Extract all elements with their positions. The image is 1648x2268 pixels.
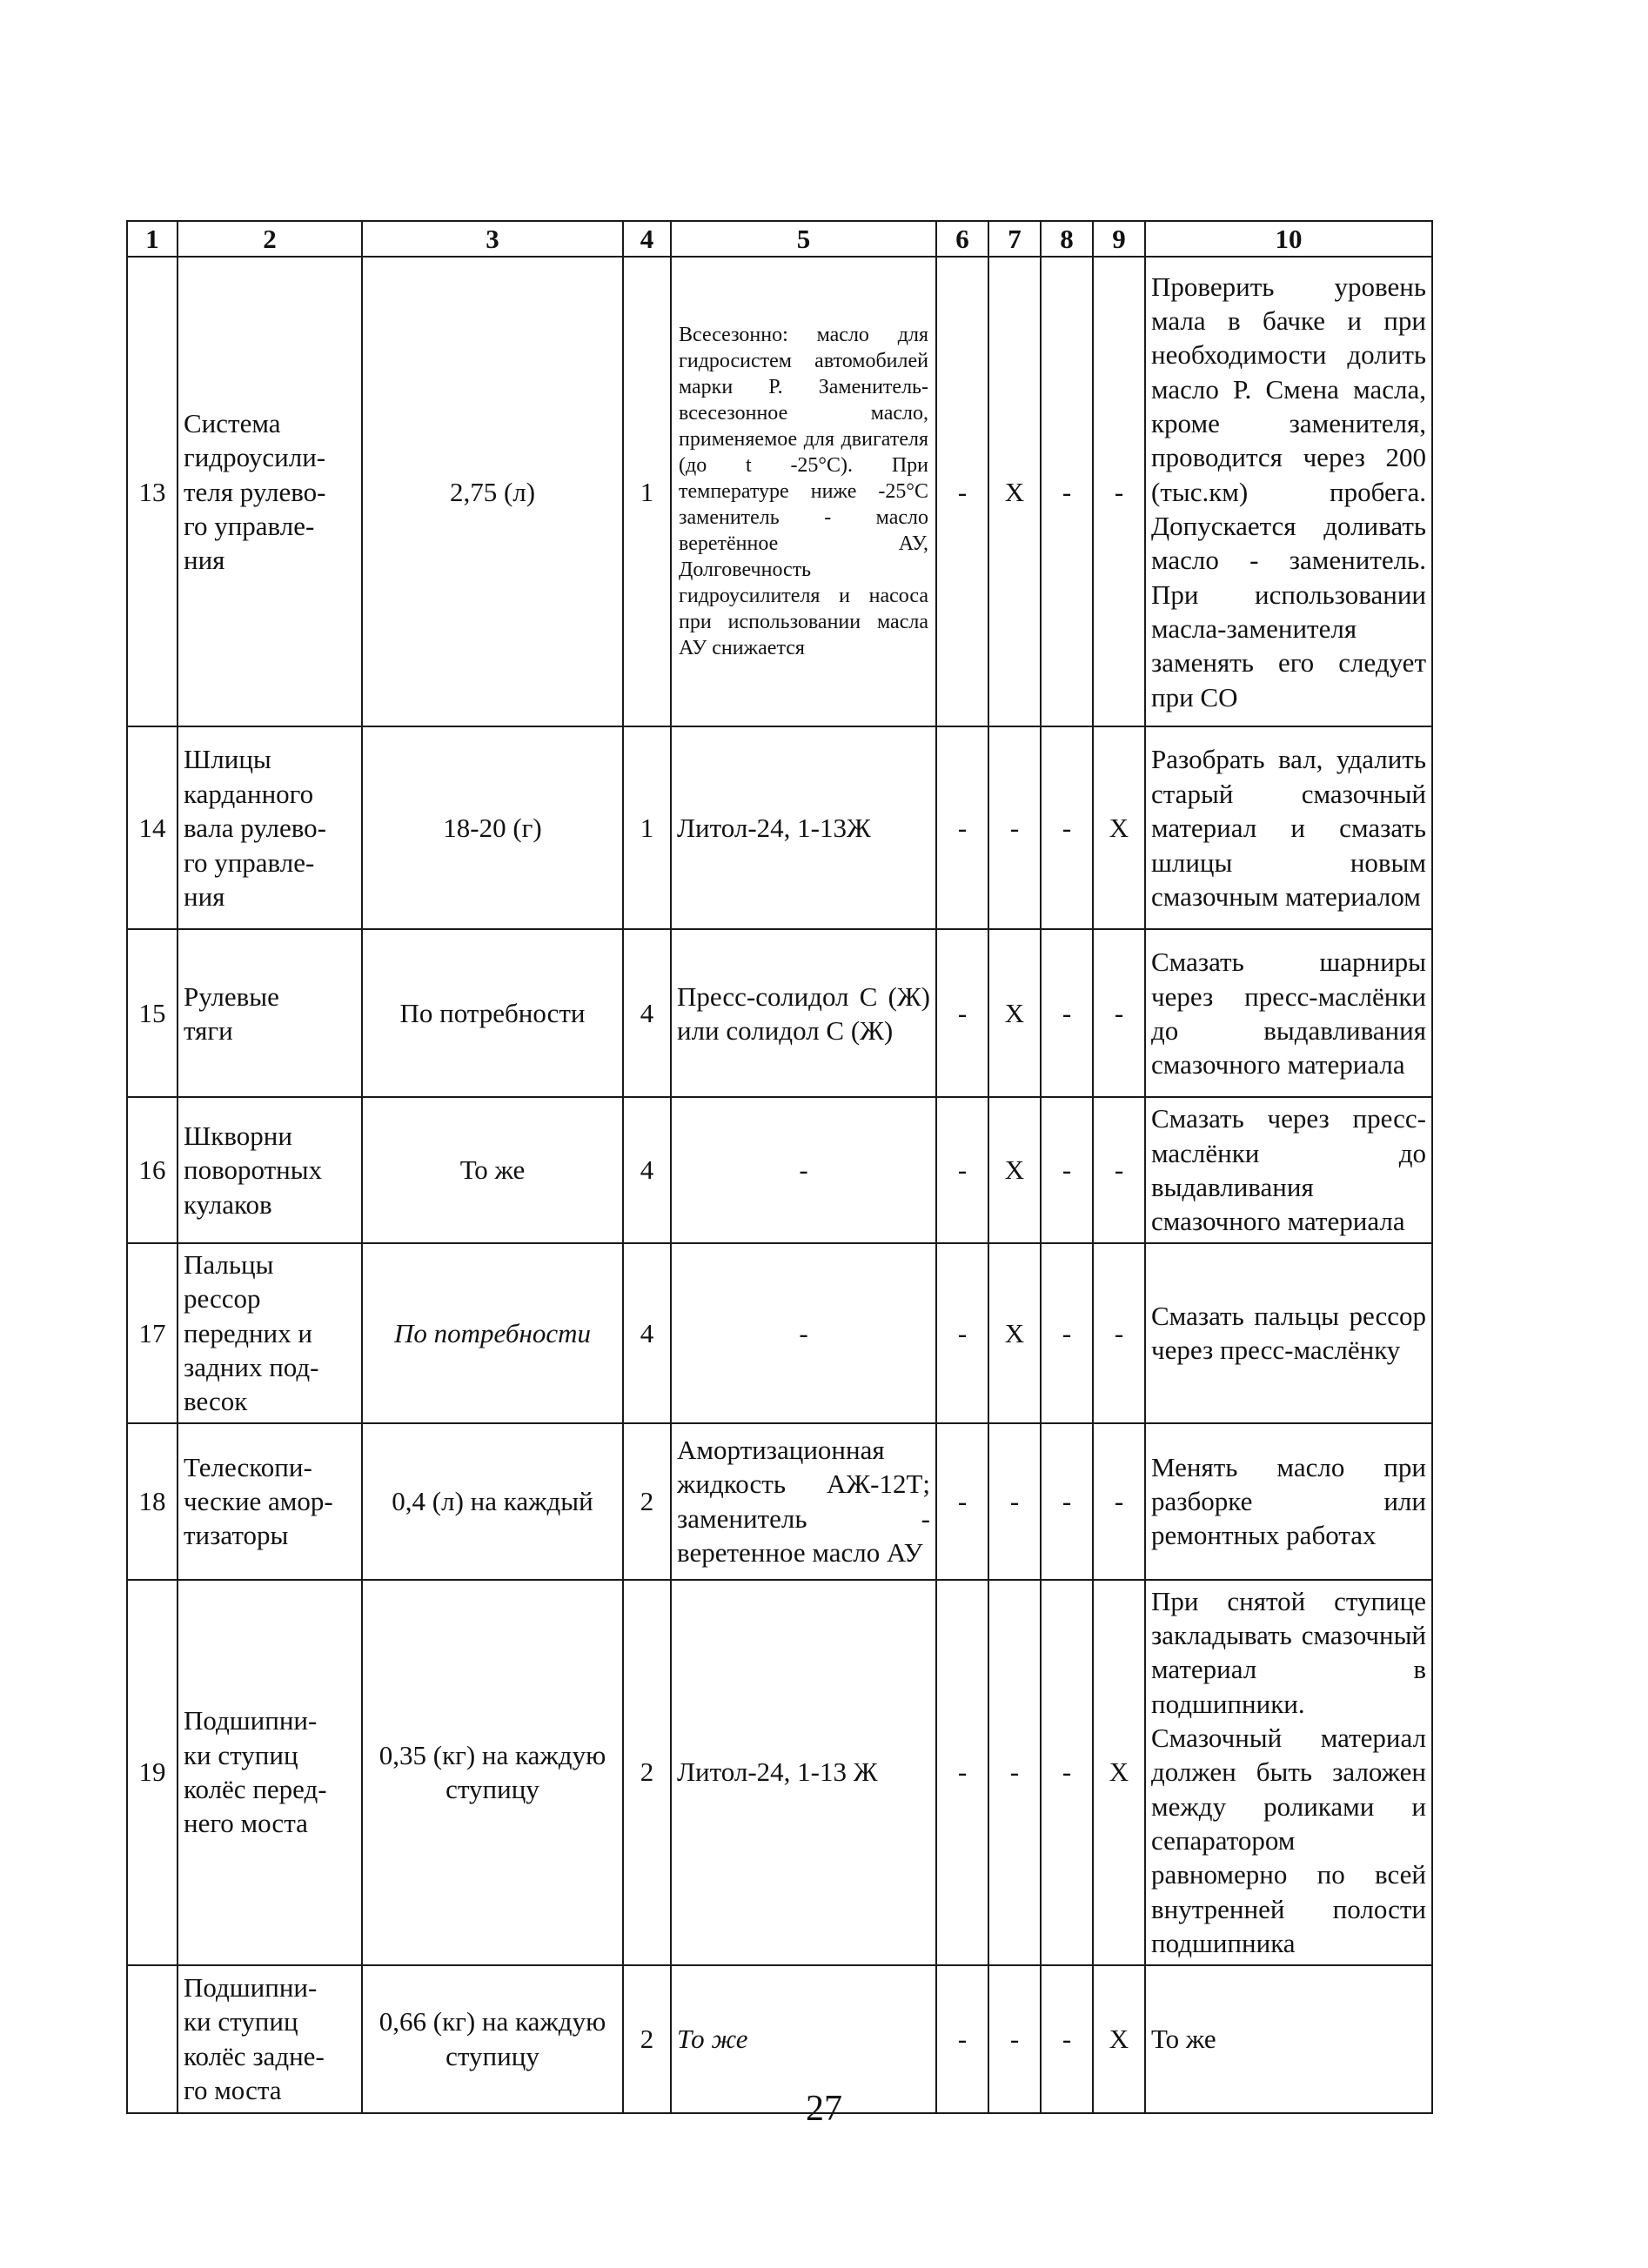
header-cell-5: 5 (671, 221, 936, 257)
lubricant-quantity: 0,4 (л) на каждый (362, 1423, 623, 1580)
col7-mark: - (988, 1965, 1041, 2113)
col6-mark: - (936, 257, 988, 726)
unit-name: Подшипни- ки ступиц колёс задне- го моста (178, 1965, 362, 2113)
row-number: 17 (127, 1243, 178, 1423)
lubricant-quantity: По потребности (362, 1243, 623, 1423)
lubricant-name: То же (671, 1965, 936, 2113)
table-row (127, 257, 1432, 726)
col9-mark: - (1093, 1423, 1145, 1580)
col7-mark: - (988, 726, 1041, 929)
col9-mark: X (1093, 726, 1145, 929)
lubrication-points: 4 (623, 929, 671, 1097)
header-row (127, 221, 1432, 257)
lubrication-points: 2 (623, 1423, 671, 1580)
lubricant-name: Литол-24, 1-13 Ж (671, 1580, 936, 1965)
col8-mark: - (1041, 1097, 1093, 1242)
header-cell-3: 3 (362, 221, 623, 257)
col8-mark: - (1041, 1243, 1093, 1423)
table-row (127, 726, 1432, 929)
header-cell-10: 10 (1145, 221, 1432, 257)
lubricant-quantity: 0,35 (кг) на каждую ступицу (362, 1580, 623, 1965)
col7-mark: X (988, 1097, 1041, 1242)
col8-mark: - (1041, 1965, 1093, 2113)
col7-mark: - (988, 1580, 1041, 1965)
unit-name: Шлицы карданного вала рулево- го управле- ния (178, 726, 362, 929)
maintenance-notes: Разобрать вал, удалить старый смазочный материал и смазать шлицы новым смазочным материалом (1145, 726, 1432, 929)
row-number: 15 (127, 929, 178, 1097)
row-number: 19 (127, 1580, 178, 1965)
col6-mark: - (936, 1580, 988, 1965)
lubrication-points: 1 (623, 257, 671, 726)
row-number: 13 (127, 257, 178, 726)
lubricant-name: - (671, 1243, 936, 1423)
unit-name: Рулевые тяги (178, 929, 362, 1097)
maintenance-notes: То же (1145, 1965, 1432, 2113)
maintenance-notes: Смазать через пресс-маслёнки до выдавливания смазочного материала (1145, 1097, 1432, 1242)
unit-name: Система гидроусили- теля рулево- го управле- ния (178, 257, 362, 726)
page-number: 27 (806, 2089, 842, 2129)
lubricant-name: - (671, 1097, 936, 1242)
col7-mark: X (988, 929, 1041, 1097)
lubricant-name: Пресс-солидол С (Ж) или солидол С (Ж) (671, 929, 936, 1097)
lubricant-quantity: По потребности (362, 929, 623, 1097)
lubricant-quantity: То же (362, 1097, 623, 1242)
col8-mark: - (1041, 1580, 1093, 1965)
header-cell-7: 7 (988, 221, 1041, 257)
table-row (127, 1580, 1432, 1965)
col9-mark: X (1093, 1965, 1145, 2113)
lubricant-quantity: 18-20 (г) (362, 726, 623, 929)
col9-mark: - (1093, 257, 1145, 726)
col6-mark: - (936, 1097, 988, 1242)
lubrication-points: 4 (623, 1243, 671, 1423)
lubricant-name: Всесезонно: масло для гидросистем автомобилей марки Р. Заменитель- всесезонное масло, применяемое для двигателя (до t -25°С). При температуре ниже -25°С заменитель - масло веретённое АУ, Долговечность гидроусилителя и насоса при использовании масла АУ снижается (671, 257, 936, 726)
lubrication-points: 2 (623, 1965, 671, 2113)
header-cell-6: 6 (936, 221, 988, 257)
maintenance-notes: Проверить уровень мала в бачке и при необходимости долить масло Р. Смена масла, кроме заменителя, проводится через 200 (тыс.км) пробега. Допускается доливать масло - заменитель. При использовании масла-заменителя заменять его следует при СО (1145, 257, 1432, 726)
unit-name: Телескопи- ческие амор- тизаторы (178, 1423, 362, 1580)
col7-mark: X (988, 1243, 1041, 1423)
lubricant-quantity: 2,75 (л) (362, 257, 623, 726)
col8-mark: - (1041, 257, 1093, 726)
row-number: 14 (127, 726, 178, 929)
maintenance-notes: При снятой ступице закладывать смазочный материал в подшипники. Смазочный материал должен быть заложен между роликами и сепаратором равномерно по всей внутренней полости подшипника (1145, 1580, 1432, 1965)
col7-mark: - (988, 1423, 1041, 1580)
col9-mark: - (1093, 1097, 1145, 1242)
col9-mark: X (1093, 1580, 1145, 1965)
lubricant-name: Литол-24, 1-13Ж (671, 726, 936, 929)
col6-mark: - (936, 1965, 988, 2113)
lubrication-points: 4 (623, 1097, 671, 1242)
col8-mark: - (1041, 1423, 1093, 1580)
col7-mark: X (988, 257, 1041, 726)
col6-mark: - (936, 1423, 988, 1580)
col9-mark: - (1093, 929, 1145, 1097)
maintenance-notes: Смазать пальцы рессор через пресс-маслёнку (1145, 1243, 1432, 1423)
table-row (127, 1243, 1432, 1423)
header-cell-2: 2 (178, 221, 362, 257)
row-number: 16 (127, 1097, 178, 1242)
header-cell-8: 8 (1041, 221, 1093, 257)
lubricant-name: Амортизационная жидкость АЖ-12Т; заменитель - веретенное масло АУ (671, 1423, 936, 1580)
lubrication-points: 1 (623, 726, 671, 929)
col6-mark: - (936, 929, 988, 1097)
lubrication-table (126, 220, 1433, 2114)
col6-mark: - (936, 1243, 988, 1423)
maintenance-notes: Смазать шарниры через пресс-маслёнки до выдавливания смазочного материала (1145, 929, 1432, 1097)
unit-name: Шкворни поворотных кулаков (178, 1097, 362, 1242)
table-row (127, 1097, 1432, 1242)
lubricant-quantity: 0,66 (кг) на каждую ступицу (362, 1965, 623, 2113)
header-cell-9: 9 (1093, 221, 1145, 257)
unit-name: Пальцы рессор передних и задних под- весок (178, 1243, 362, 1423)
col6-mark: - (936, 726, 988, 929)
lubrication-points: 2 (623, 1580, 671, 1965)
unit-name: Подшипни- ки ступиц колёс перед- него моста (178, 1580, 362, 1965)
col8-mark: - (1041, 726, 1093, 929)
table-row (127, 1423, 1432, 1580)
header-cell-4: 4 (623, 221, 671, 257)
row-number: 18 (127, 1423, 178, 1580)
col9-mark: - (1093, 1243, 1145, 1423)
table-row (127, 929, 1432, 1097)
header-cell-1: 1 (127, 221, 178, 257)
col8-mark: - (1041, 929, 1093, 1097)
maintenance-notes: Менять масло при разборке или ремонтных работах (1145, 1423, 1432, 1580)
